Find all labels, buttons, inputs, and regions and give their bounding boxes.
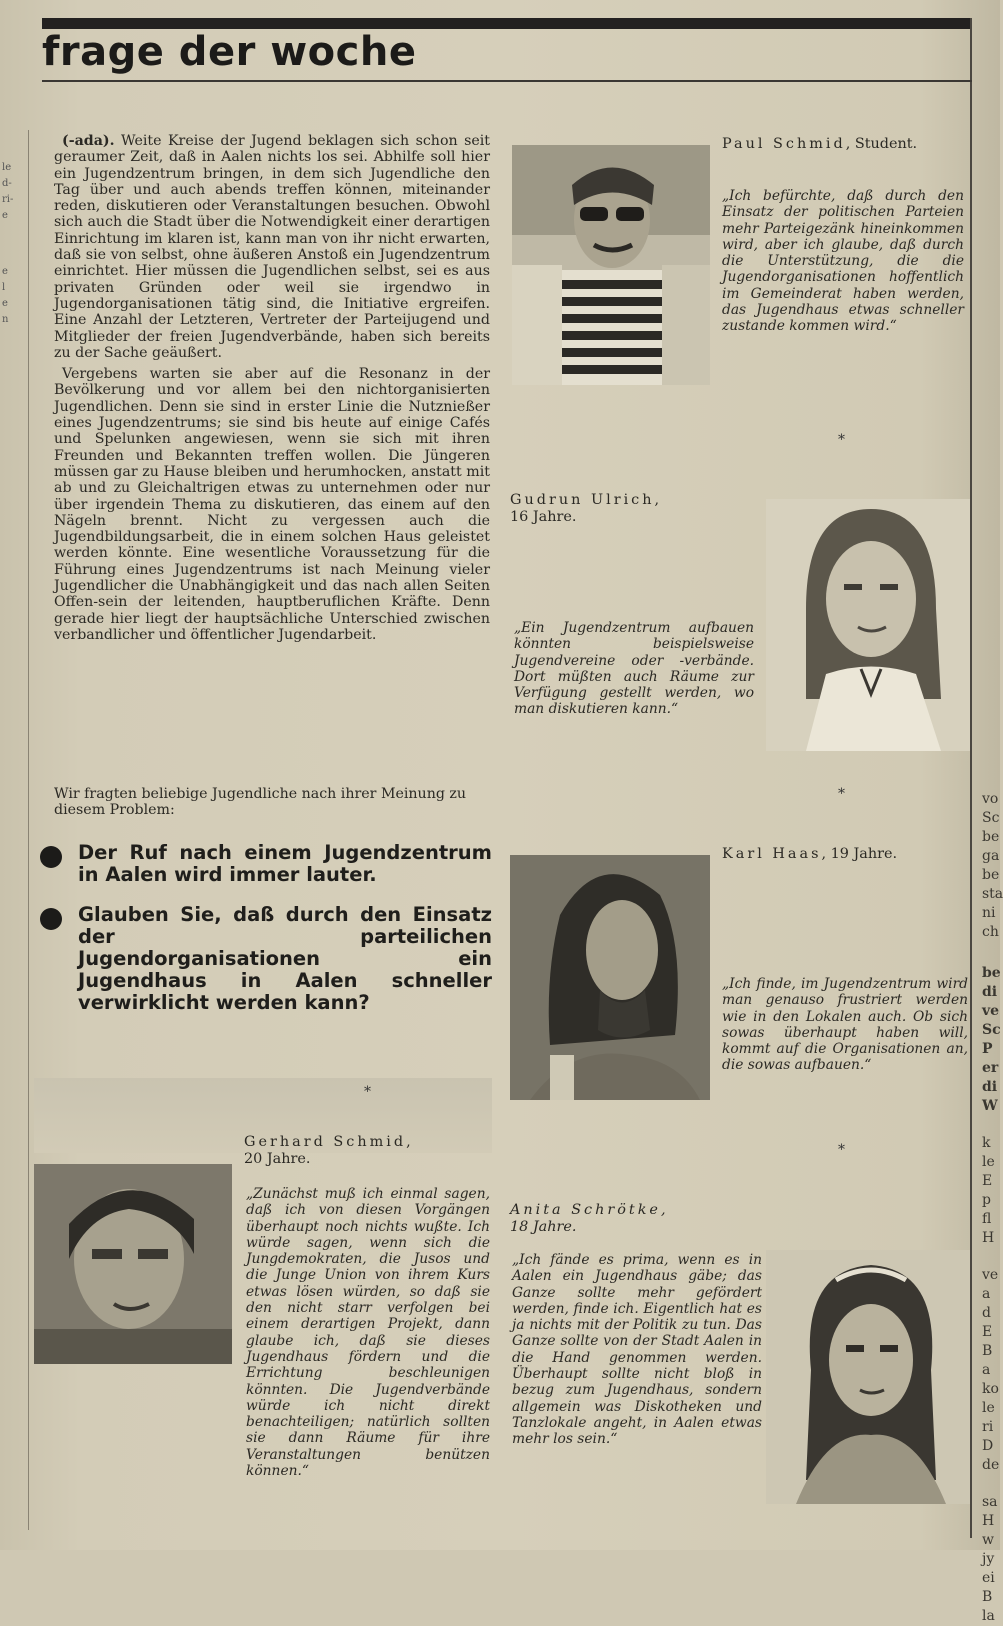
edge-fragment: a <box>982 1286 991 1302</box>
edge-fragment: E <box>982 1173 993 1189</box>
edge-fragment: d- <box>2 178 12 189</box>
name-text: Karl Haas <box>722 846 822 862</box>
edge-fragment: ch <box>982 924 999 940</box>
edge-fragment: sta <box>982 886 1003 902</box>
name-text: Paul Schmid <box>722 136 846 152</box>
edge-fragment: ni <box>982 905 996 921</box>
intro-paragraph-2: Vergebens warten sie aber auf die Resonanz in der Bevölkerung und vor allem bei den nichtorganisierten Jugendlichen. Denn sie sind in erster Linie die Nutznießer eines Jugendzentrums; sie sind bis heute auf einige Cafés und Spelunken angewiesen, wenn sie sich mit ihren Freunden und Bekannten treffen wollen. Die Jüngeren müssen gar zu Hause bleiben und herumhocken, anstatt mit ab und zu Gleichaltrigen etwas zu unternehmen oder nur über irgendein Thema zu diskutieren, das einem auf den Nägeln brennt. Nicht zu vergessen auch die Jugendbildungsarbeit, die in einem solchen Haus geleistet werden könnte. Eine wesentliche Voraussetzung für die Führung eines Jugendzentrums ist nach Meinung vieler Jugendlicher die Unabhängigkeit und das nach allen Seiten Offen-sein der leitenden, hauptberuflichen Kräfte. Denn gerade hier liegt der hauptsächliche Unterschied zwischen verbandlicher und öffentlicher Jugendarbeit. <box>54 366 490 643</box>
edge-fragment: Sc <box>982 810 1000 826</box>
edge-fragment: jy <box>982 1551 995 1567</box>
edge-fragment: la <box>982 1608 995 1624</box>
bullet-icon <box>40 908 62 930</box>
questions-list <box>40 842 492 1032</box>
edge-fragment: di <box>982 1079 998 1095</box>
edge-fragment: fl <box>982 1211 992 1227</box>
edge-fragment: be <box>982 867 1000 883</box>
edge-fragment: n <box>2 314 9 325</box>
column-rule <box>970 18 972 1538</box>
edge-fragment: H <box>982 1513 995 1529</box>
photo-karl <box>510 855 710 1100</box>
photo-gudrun <box>766 499 970 751</box>
edge-fragment: P <box>982 1041 993 1057</box>
paragraph-text: Weite Kreise der Jugend beklagen sich schon seit geraumer Zeit, daß in Aalen nichts los sei. Abhilfe soll hier ein Jugendzentrum bringen, in dem sich Jugendliche den Tag über und auch abends treffen können, miteinander reden, diskutieren oder Veranstaltungen besuchen. Obwohl sich auch die Stadt über die Notwendigkeit einer derartigen Einrichtung im klaren ist, kann man von ihr nicht erwarten, daß sie von selbst, ohne äußeren Anstoß ein Jugendzentrum einrichtet. Hier müssen die Jugendlichen selbst, sei es aus privaten Gründen oder weil sie irgendwo in Jugendorganisationen tätig sind, die Initiative ergreifen. Eine Anzahl der Letzteren, Vertreter der Parteijugend und Mitglieder der freien Jugendverbände, haben sich bereits zu der Sache geäußert. <box>54 133 490 361</box>
question-intro: Wir fragten beliebige Jugendliche nach ihrer Meinung zu diesem Problem: <box>54 786 467 819</box>
name-text: Gudrun Ulrich <box>510 492 655 508</box>
edge-fragment: p <box>982 1192 991 1208</box>
quote-anita: „Ich fände es prima, wenn es in Aalen ein Jugendhaus gäbe; das Ganze sollte mehr gefördert werden, finde ich. Eigentlich hat es ja nichts mit der Politik zu tun. Das Ganze sollte von der Stadt Aalen in die Hand genommen werden. Überhaupt sollte nicht bloß in bezug zum Jugendhaus, sondern allgemein was Diskotheken und Tanzlokale angeht, in Aalen etwas mehr los sein.“ <box>512 1252 762 1448</box>
question-item <box>40 904 492 1014</box>
age-text: 18 Jahre. <box>510 1219 577 1235</box>
interviewee-anita <box>510 1202 760 1236</box>
separator-star: * <box>838 432 845 448</box>
photo-paul <box>512 145 710 385</box>
edge-fragment: be <box>982 829 1000 845</box>
edge-fragment: a <box>982 1362 991 1378</box>
edge-fragment: le <box>2 162 12 173</box>
interviewee-gerhard <box>244 1134 494 1168</box>
edge-fragment: w <box>982 1532 994 1548</box>
separator-star: * <box>838 786 845 802</box>
edge-fragment: ve <box>982 1003 1000 1019</box>
name-detail: , <box>654 492 660 508</box>
question-item <box>40 842 492 886</box>
edge-fragment: ve <box>982 1267 999 1283</box>
title-underline <box>42 80 972 82</box>
edge-fragment: e <box>2 266 8 277</box>
question-text: Der Ruf nach einem Jugendzentrum in Aalen wird immer lauter. <box>78 841 492 886</box>
photo-spacer <box>36 1186 246 1478</box>
edge-fragment: ko <box>982 1381 999 1397</box>
page-title: frage der woche <box>42 29 417 75</box>
intro-paragraph-1 <box>54 133 490 361</box>
interviewee-gudrun <box>510 492 760 526</box>
edge-fragment: W <box>982 1098 998 1114</box>
quote-gudrun: „Ein Jugendzentrum aufbauen könnten beispielsweise Jugendvereine oder -verbände. Dort müßten auch Räume zur Verfügung gestellt werden, wo man diskutieren kann.“ <box>514 620 754 718</box>
edge-fragment: de <box>982 1457 1000 1473</box>
edge-fragment: B <box>982 1589 993 1605</box>
edge-fragment: E <box>982 1324 993 1340</box>
edge-fragment: le <box>982 1154 995 1170</box>
left-column-rule <box>28 130 29 1530</box>
interviewee-karl <box>722 846 970 863</box>
edge-fragment: e <box>2 298 8 309</box>
age-text: 16 Jahre. <box>510 509 577 525</box>
edge-fragment: ri- <box>2 194 14 205</box>
edge-fragment: ei <box>982 1570 995 1586</box>
photo-anita <box>766 1250 970 1504</box>
quote-gerhard <box>36 1186 490 1479</box>
age-text: 20 Jahre. <box>244 1151 311 1167</box>
edge-fragment: e <box>2 210 8 221</box>
edge-fragment: ga <box>982 848 1000 864</box>
quote-karl: „Ich finde, im Jugendzentrum wird man genauso frustriert werden wie in den Lokalen auch. Ob sich sowas überhaupt haben will, kommt auf die Organisationen an, die sowas aufbauen.“ <box>722 976 968 1074</box>
edge-fragment: ri <box>982 1419 994 1435</box>
edge-fragment: B <box>982 1343 993 1359</box>
separator-star: * <box>364 1084 371 1100</box>
bullet-icon <box>40 846 62 868</box>
edge-fragment: l <box>2 282 6 293</box>
separator-star: * <box>838 1142 845 1158</box>
question-text: Glauben Sie, daß durch den Einsatz der parteilichen Jugendorganisationen ein Jugendhaus in Aalen schneller verwirklicht werden kann? <box>78 903 492 1014</box>
edge-fragment: di <box>982 984 998 1000</box>
edge-fragment: Sc <box>982 1022 1001 1038</box>
name-detail: , <box>660 1202 666 1218</box>
name-text: Gerhard Schmid <box>244 1134 407 1150</box>
quote-text: „Zunächst muß ich einmal sagen, daß ich von diesen Vorgängen überhaupt noch nichts wußte. Ich würde sagen, wenn sich die Jungdemokraten, die Jusos und die Junge Union von ihrem Kurs etwas lösen würden, so daß sie den nicht starr verfolgen bei einem derartigen Projekt, dann glaube ich, daß sie dieses Jugendhaus fördern und die Errichtung beschleunigen könnten. Die Jugendverbände würde ich nicht direkt benachteiligen; natürlich sollten sie dann Räume für ihre Veranstaltungen benützen können.“ <box>246 1186 490 1480</box>
edge-fragment: er <box>982 1060 999 1076</box>
top-rule <box>42 18 972 29</box>
right-edge-fragments <box>982 790 1003 1626</box>
edge-fragment: D <box>982 1438 994 1454</box>
name-detail: , Student. <box>845 136 918 152</box>
edge-fragment: le <box>982 1400 995 1416</box>
intro-article <box>54 133 490 643</box>
edge-fragment: be <box>982 965 1001 981</box>
quote-paul: „Ich befürchte, daß durch den Einsatz der politischen Parteien mehr Parteigezänk hineinkommen wird, aber ich glaube, daß durch die Unterstützung, die die Jugendorganisationen hoffentlich im Gemeinderat haben werden, das Jugendhaus etwas schneller zustande kommen wird.“ <box>722 188 964 335</box>
name-text: Anita Schrötke <box>510 1202 661 1218</box>
name-detail: , <box>406 1134 411 1150</box>
edge-fragment: sa <box>982 1494 998 1510</box>
byline: (-ada). <box>62 133 115 149</box>
interviewee-paul <box>722 136 970 153</box>
left-edge-fragments <box>2 160 12 328</box>
edge-fragment: d <box>982 1305 991 1321</box>
name-detail: , 19 Jahre. <box>821 846 898 862</box>
edge-fragment: vo <box>982 791 999 807</box>
edge-fragment: k <box>982 1135 991 1151</box>
edge-fragment: H <box>982 1230 995 1246</box>
